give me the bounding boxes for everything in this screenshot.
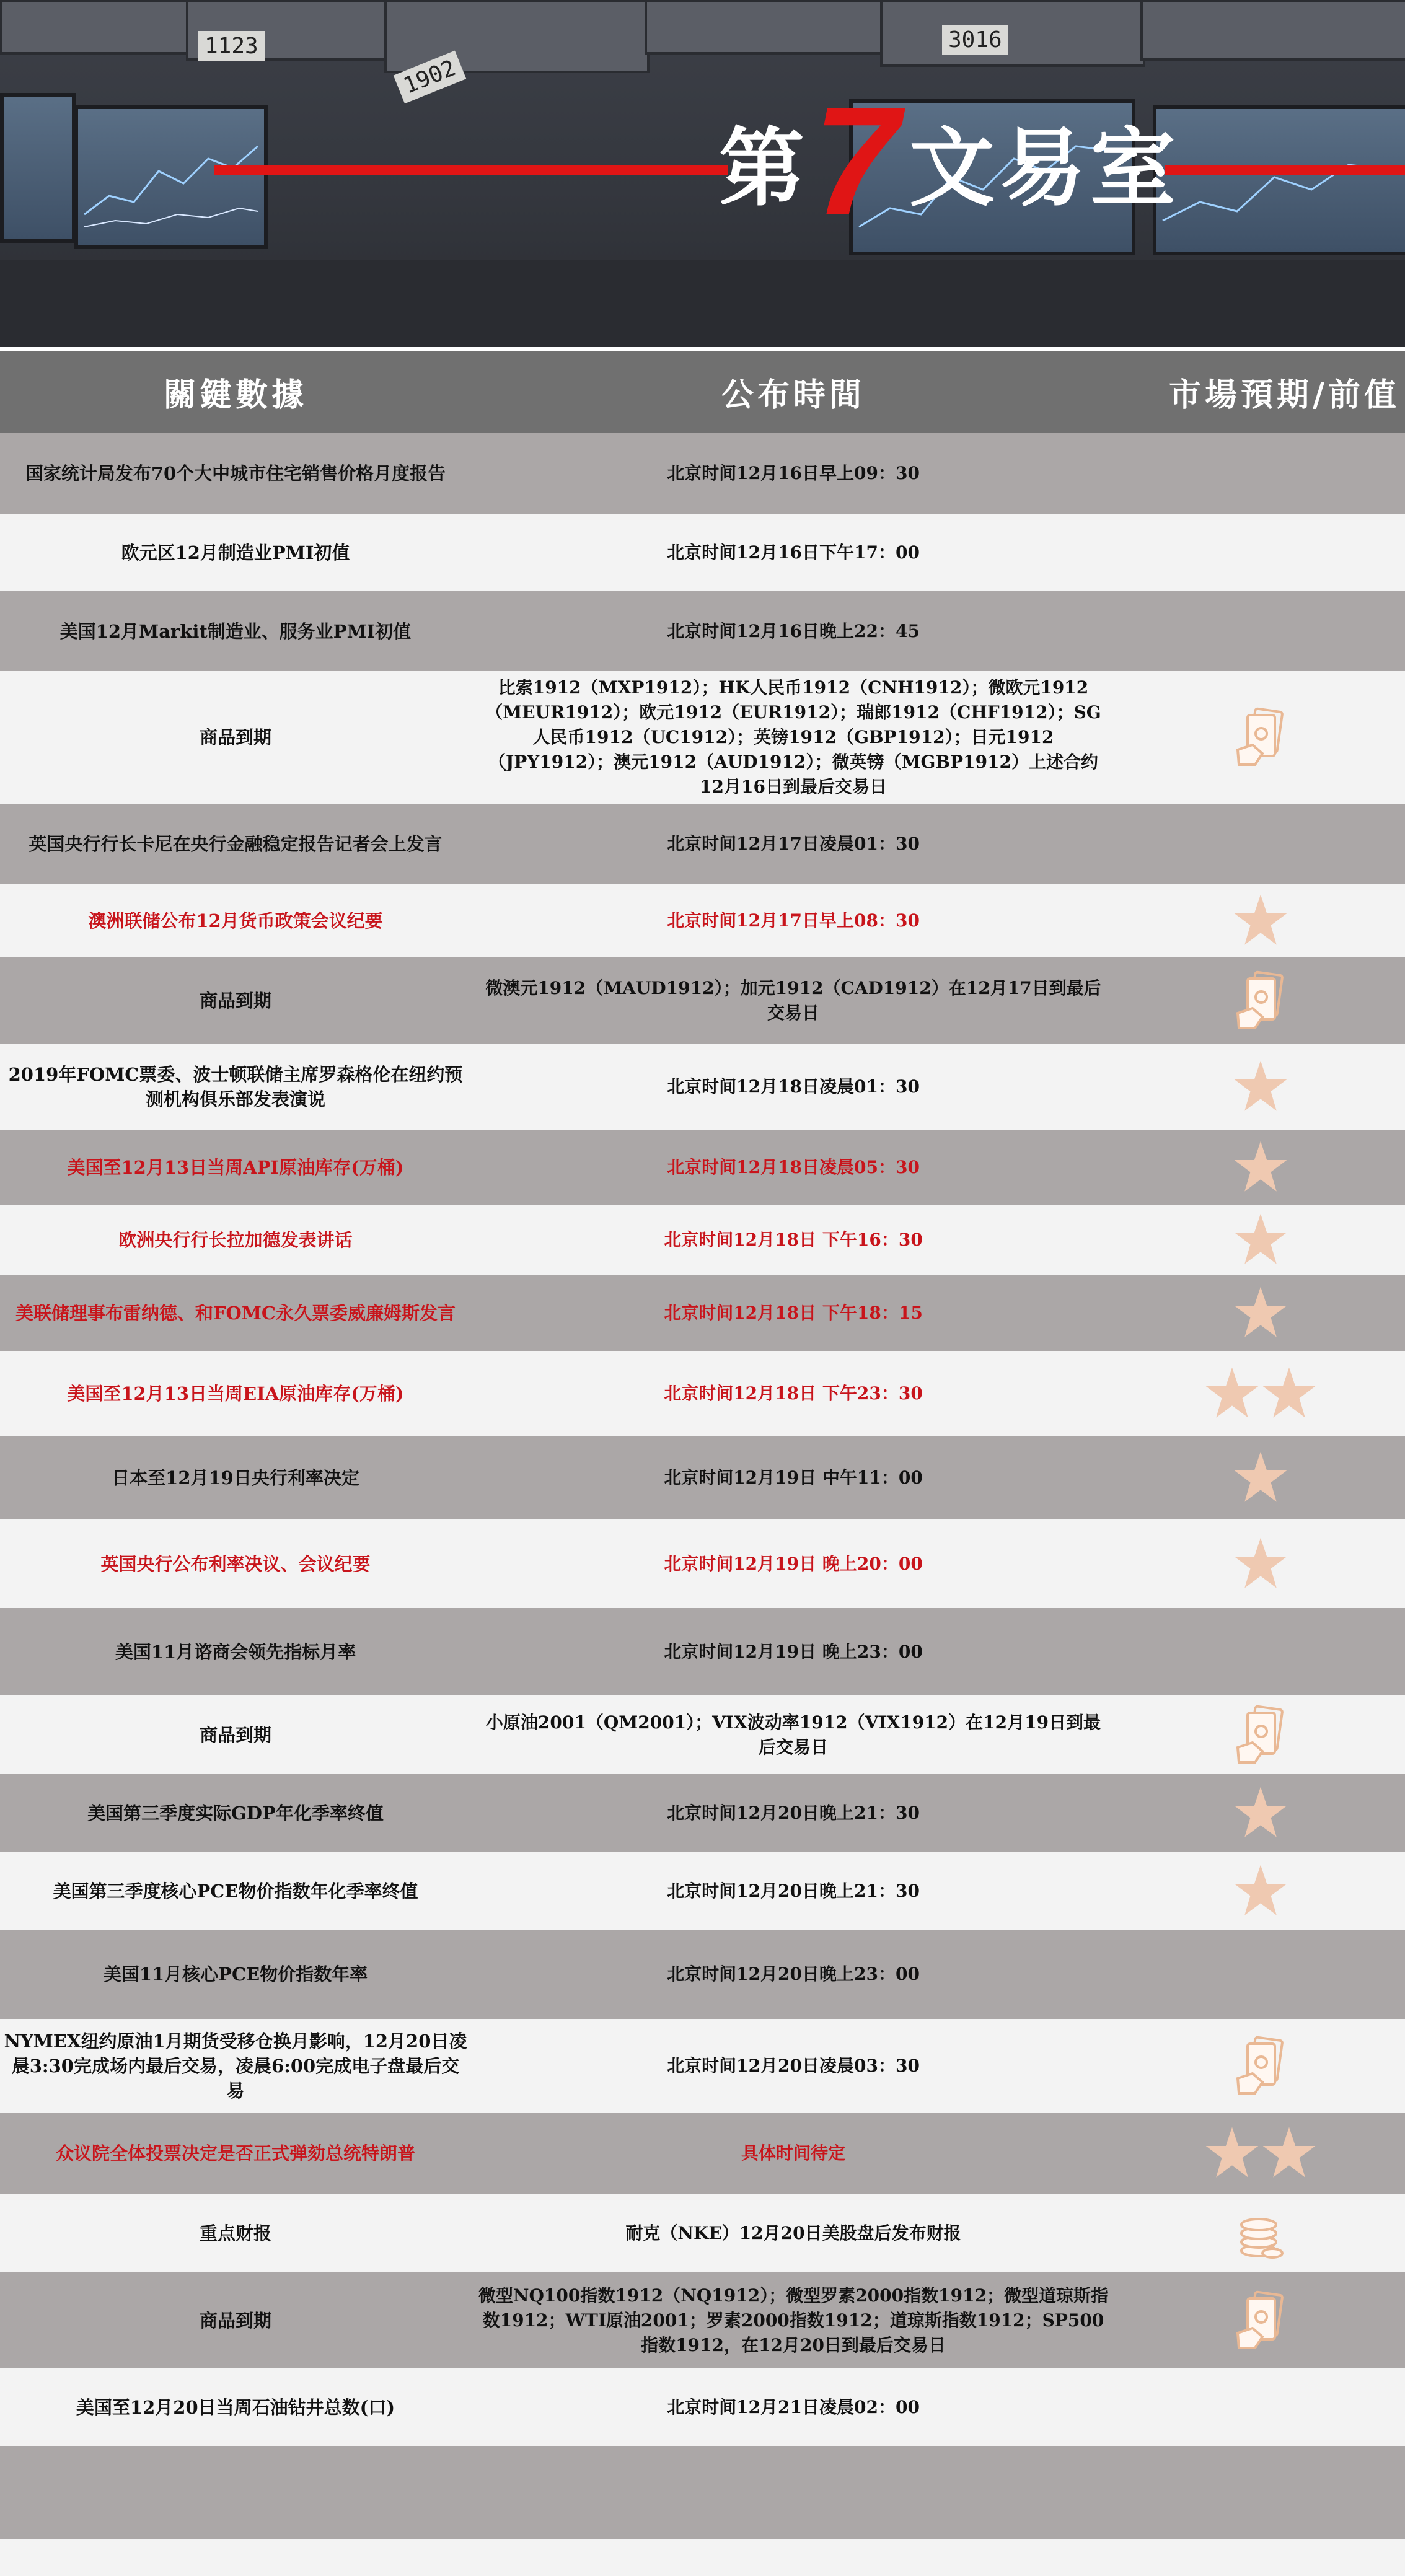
event-name: 美国第三季度核心PCE物价指数年化季率终值 — [53, 1880, 418, 1902]
table-row — [0, 514, 1405, 592]
banner-monitor — [0, 93, 76, 243]
table-row — [0, 591, 1405, 672]
contract-expiry-icon — [1116, 2019, 1405, 2113]
expectation-empty — [1116, 2368, 1405, 2446]
release-time: 北京时间12月17日早上08：30 — [667, 910, 920, 931]
event-name: 美国11月核心PCE物价指数年率 — [103, 1964, 368, 1985]
importance-star-icon — [1116, 1130, 1405, 1205]
banner-tile — [1140, 0, 1405, 61]
release-time: 比索1912（MXP1912）；HK人民币1912（CNH1912）；微欧元1912（MEUR1912）；欧元1912（EUR1912）；瑞郎1912（CHF1912）；SG人民币1912（UC1912）；英镑1912（GBP1912）；日元1912（JPY1912）；澳元1912（AUD1912）；微英镑（MGBP1912）上述合约12月16日到最后交易日 — [485, 677, 1101, 797]
release-time: 北京时间12月19日 晚上20：00 — [664, 1553, 923, 1574]
event-name: 2019年FOMC票委、波士顿联储主席罗森格伦在纽约预测机构俱乐部发表演说 — [8, 1064, 463, 1110]
event-name: 重点财报 — [199, 2222, 271, 2244]
release-time: 北京时间12月18日凌晨01：30 — [667, 1076, 920, 1097]
table-row — [0, 1044, 1405, 1131]
table-row — [0, 1275, 1405, 1352]
banner-card-label: 1902 — [394, 51, 466, 103]
table-row — [0, 957, 1405, 1045]
importance-star-icon — [1116, 884, 1405, 957]
event-name: 商品到期 — [199, 2310, 271, 2331]
banner-monitor — [1153, 105, 1405, 255]
table-row — [0, 1930, 1405, 2020]
banner-title — [719, 74, 1181, 248]
banner-tile — [0, 0, 191, 55]
table-row — [0, 1436, 1405, 1521]
table-row — [0, 2019, 1405, 2114]
table-row — [0, 1130, 1405, 1206]
table-row — [0, 884, 1405, 959]
earnings-coins-icon — [1116, 2194, 1405, 2272]
table-row — [0, 1351, 1405, 1437]
banner — [0, 0, 1405, 347]
empty-row — [0, 2446, 1405, 2539]
table-row — [0, 2194, 1405, 2274]
event-name: 商品到期 — [199, 1724, 271, 1746]
event-name: 商品到期 — [199, 727, 271, 748]
release-time: 北京时间12月16日下午17：00 — [667, 542, 920, 563]
contract-expiry-icon — [1116, 1695, 1405, 1774]
contract-expiry-icon — [1116, 957, 1405, 1044]
table-row — [0, 2113, 1405, 2195]
header-key-data: 關鍵數據 — [163, 376, 307, 414]
header-release-time: 公布時間 — [721, 376, 865, 414]
importance-star-icon — [1116, 1351, 1405, 1436]
event-name: 欧洲央行行长拉加德发表讲话 — [118, 1229, 353, 1251]
banner-tile — [384, 0, 650, 73]
table-row — [0, 671, 1405, 805]
table-row — [0, 1608, 1405, 1697]
event-name: 美国11月谘商会领先指标月率 — [115, 1641, 356, 1663]
event-name: 澳洲联储公布12月货币政策会议纪要 — [88, 910, 383, 931]
release-time: 北京时间12月19日 中午11：00 — [664, 1467, 923, 1488]
banner-card-label: 3016 — [942, 25, 1008, 55]
event-name: NYMEX纽约原油1月期货受移仓换月影响，12月20日凌晨3:30完成场内最后交易，凌晨6:00完成电子盘最后交易 — [4, 2031, 467, 2101]
release-time: 北京时间12月17日凌晨01：30 — [667, 833, 920, 854]
release-time: 北京时间12月20日晚上21：30 — [667, 1803, 920, 1823]
title-suffix: 文易室 — [909, 117, 1181, 218]
importance-star-icon — [1116, 2113, 1405, 2194]
table-row — [0, 2368, 1405, 2448]
empty-row — [0, 2539, 1405, 2576]
event-name: 美国至12月13日当周API原油库存(万桶) — [67, 1156, 404, 1178]
title-prefix: 第 — [719, 117, 810, 218]
event-name: 美国12月Markit制造业、服务业PMI初值 — [59, 620, 412, 642]
header-market-expectation: 市場預期/前值 — [1169, 376, 1400, 414]
title-rule-right — [1165, 165, 1405, 175]
event-name: 英国央行行长卡尼在央行金融稳定报告记者会上发言 — [29, 833, 443, 855]
importance-star-icon — [1116, 1774, 1405, 1852]
table-row — [0, 433, 1405, 516]
table-row — [0, 1519, 1405, 1609]
event-name: 欧元区12月制造业PMI初值 — [121, 542, 350, 563]
event-name: 日本至12月19日央行利率决定 — [112, 1467, 359, 1488]
table-header — [0, 351, 1405, 433]
table-row — [0, 2272, 1405, 2370]
release-time: 北京时间12月18日 下午18：15 — [664, 1302, 923, 1323]
event-name: 美国至12月20日当周石油钻井总数(口) — [76, 2397, 395, 2418]
event-name: 美联储理事布雷纳德、和FOMC永久票委威廉姆斯发言 — [15, 1302, 456, 1324]
table-row — [0, 1205, 1405, 1276]
banner-card-label: 1123 — [198, 31, 265, 61]
release-time: 小原油2001（QM2001）；VIX波动率1912（VIX1912）在12月19日到最后交易日 — [485, 1712, 1101, 1757]
release-time: 北京时间12月20日凌晨03：30 — [667, 2055, 920, 2076]
release-time: 北京时间12月18日 下午16：30 — [664, 1229, 923, 1250]
table-row — [0, 1852, 1405, 1931]
release-time: 北京时间12月20日晚上23：00 — [667, 1964, 920, 1984]
release-time: 北京时间12月19日 晚上23：00 — [664, 1641, 923, 1662]
table-row — [0, 804, 1405, 886]
importance-star-icon — [1116, 1275, 1405, 1351]
event-name: 众议院全体投票决定是否正式弹劾总统特朗普 — [55, 2143, 415, 2164]
release-time: 北京时间12月21日凌晨02：00 — [667, 2397, 920, 2417]
title-number: 7 — [813, 74, 900, 247]
importance-star-icon — [1116, 1436, 1405, 1519]
banner-tile — [645, 0, 885, 55]
expectation-empty — [1116, 591, 1405, 671]
importance-star-icon — [1116, 1519, 1405, 1608]
release-time: 北京时间12月18日 下午23：30 — [664, 1383, 923, 1404]
banner-bottom-strip — [0, 260, 1405, 347]
event-name: 美国至12月13日当周EIA原油库存(万桶) — [67, 1383, 404, 1404]
banner-tile — [880, 0, 1145, 67]
table-row — [0, 1774, 1405, 1853]
importance-star-icon — [1116, 1205, 1405, 1275]
contract-expiry-icon — [1116, 2272, 1405, 2368]
event-name: 商品到期 — [199, 990, 271, 1011]
banner-monitor — [74, 105, 268, 249]
release-time: 北京时间12月16日晚上22：45 — [667, 620, 920, 641]
release-time: 北京时间12月18日凌晨05：30 — [667, 1156, 920, 1177]
release-time: 北京时间12月16日早上09：30 — [667, 463, 920, 483]
release-time: 北京时间12月20日晚上21：30 — [667, 1880, 920, 1901]
expectation-empty — [1116, 1930, 1405, 2019]
importance-star-icon — [1116, 1852, 1405, 1930]
release-time: 耐克（NKE）12月20日美股盘后发布财报 — [625, 2222, 961, 2243]
release-time: 微型NQ100指数1912（NQ1912）；微型罗素2000指数1912；微型道琼斯指数1912；WTI原油2001；罗素2000指数1912；道琼斯指数1912；SP500指数1912，在12月20日到最后交易日 — [478, 2285, 1109, 2355]
expectation-empty — [1116, 1608, 1405, 1695]
release-time: 具体时间待定 — [741, 2143, 845, 2163]
event-name: 美国第三季度实际GDP年化季率终值 — [87, 1803, 384, 1824]
event-name: 国家统计局发布70个大中城市住宅销售价格月度报告 — [25, 463, 446, 484]
table-row — [0, 1695, 1405, 1775]
expectation-empty — [1116, 433, 1405, 514]
contract-expiry-icon — [1116, 671, 1405, 804]
expectation-empty — [1116, 804, 1405, 884]
event-name: 英国央行公布利率决议、会议纪要 — [100, 1553, 371, 1575]
importance-star-icon — [1116, 1044, 1405, 1130]
release-time: 微澳元1912（MAUD1912）；加元1912（CAD1912）在12月17日到最后交易日 — [485, 978, 1101, 1023]
title-rule-left — [214, 165, 728, 175]
expectation-empty — [1116, 514, 1405, 591]
